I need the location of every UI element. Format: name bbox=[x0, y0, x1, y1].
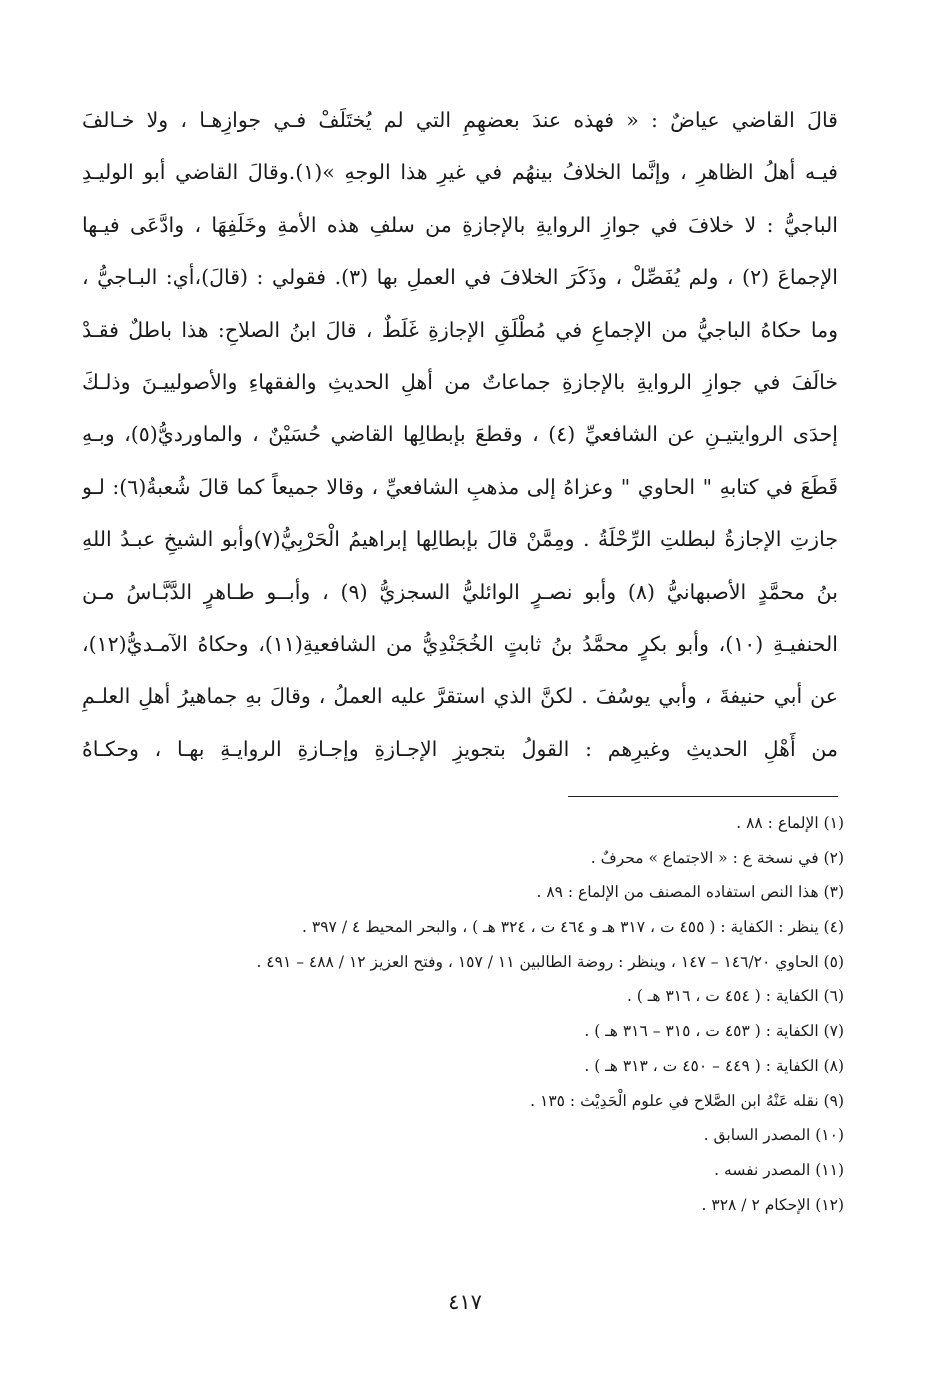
text-line-13: من أَهْلِ الحديثِ وغيرِهم : القولُ بتجويزِ الإجـازةِ وإجـازةِ الروايـةِ بهـا ، وحكـاهُ bbox=[82, 736, 838, 761]
main-text bbox=[82, 94, 838, 775]
text-line-3: الباجيُّ : لا خلافَ في جوازِ الروايةِ بالإجازةِ من سلفِ هذه الأمةِ وخَلَفِهَا ، وادَّعَى فيـها bbox=[82, 212, 838, 237]
text-line-9: جازتِ الإجازةُ لبطلتِ الرِّحْلَةُ . ومِمَّنْ قالَ بإبطالِها إبراهيمُ الْحَرْبِيُّ(٧)وأبو الشيخِ عبـدُ اللهِ bbox=[82, 527, 838, 552]
text-line-6: خالَفَ في جوازِ الروايةِ بالإجازةِ جماعاتٌ من أهلِ الحديثِ والفقهاءِ والأصولييـنَ وذلـكَ bbox=[82, 369, 838, 394]
text-line-4: الإجماعَ (٢) ، ولم يُفَصِّلْ ، وذَكَرَ الخلافَ في العملِ بها (٣). فقولي : (قالَ)،أي: البـاجيُّ ، bbox=[82, 265, 838, 290]
footnote-12: (١٢) الإحكام ٢ / ٣٢٨ . bbox=[701, 1195, 844, 1214]
footnote-1: (١) الإلماع : ٨٨ . bbox=[736, 814, 844, 832]
text-line-2: فيـه أهلُ الظاهرِ ، وإنَّما الخلافُ بينهُم في غيرِ هذا الوجهِ »(١).وقالَ القاضي أبو الوليـدِ bbox=[82, 160, 838, 185]
footnote-3: (٣) هذا النص استفاده المصنف من الإلماع : ٨٩ . bbox=[536, 883, 844, 902]
footnote-2: (٢) في نسخة ع : « الاجتماع » محرفٌ . bbox=[590, 848, 844, 867]
text-line-10: بنُ محمَّدٍ الأصبهانيُّ (٨) وأبو نصـرٍ الوائليُّ السجزيُّ (٩) ، وأبــو طـاهرٍ الدَّبَّـاسُ مـن bbox=[82, 579, 838, 604]
footnote-6: (٦) الكفاية : ( ٤٥٤ ت ، ٣١٦ هـ ) . bbox=[626, 987, 844, 1006]
footnote-separator bbox=[568, 796, 838, 797]
footnote-8: (٨) الكفاية : ( ٤٤٩ – ٤٥٠ ت ، ٣١٣ هـ ) . bbox=[584, 1056, 844, 1075]
text-line-8: قَطَعَ في كتابهِ " الحاوي " وعزاهُ إلى مذهبِ الشافعيِّ ، وقالا جميعاً كما قالَ شُعبةُ(٦): لـو bbox=[82, 474, 838, 499]
text-line-7: إحدَى الروايتيـنِ عن الشافعيِّ (٤) ، وقطعَ بإبطالِها القاضي حُسَيْنٌ ، والماورديُّ(٥)، وبـهِ bbox=[82, 422, 838, 447]
text-line-11: الحنفيـةِ (١٠)، وأبو بكرٍ محمَّدُ بنُ ثابتٍ الخُجَنْدِيُّ من الشافعيةِ(١١)، وحكاهُ الآمـديُّ(١٢)، bbox=[82, 631, 838, 656]
page-number: ٤١٧ bbox=[448, 1290, 482, 1314]
text-line-1: قالَ القاضي عياضٌ : « فهذه عندَ بعضهِمِ التي لم يُختَلَفْ فـي جوازِهـا ، ولا خـالفَ bbox=[82, 108, 838, 132]
footnote-4: (٤) ينظر : الكفاية : ( ٤٥٥ ت ، ٣١٧ هـ و ٤٦٤ ت ، ٣٢٤ هـ ) ، والبحر المحيط ٤ / ٣٩٧ . bbox=[302, 918, 844, 937]
footnote-5: (٥) الحاوي ١٤٦/٢٠ – ١٤٧ ، وينظر : روضة الطالبين ١١ / ١٥٧ ، وفتح العزيز ١٢ / ٤٨٨ – ٤٩١ . bbox=[256, 952, 844, 971]
footnote-11: (١١) المصدر نفسه . bbox=[714, 1160, 844, 1179]
text-line-5: وما حكاهُ الباجيُّ من الإجماعِ في مُطْلَقِ الإجازةِ غَلَطٌ ، قالَ ابنُ الصلاحِ: هذا باطلٌ فقـدْ bbox=[82, 317, 838, 342]
footnote-10: (١٠) المصدر السابق . bbox=[703, 1126, 844, 1145]
footnote-7: (٧) الكفاية : ( ٤٥٣ ت ، ٣١٥ – ٣١٦ هـ ) . bbox=[584, 1022, 844, 1041]
footnote-9: (٩) نقله عَنْهُ ابن الصَّلاح في علوم الْحَدِيْث : ١٣٥ . bbox=[530, 1091, 844, 1110]
footnotes bbox=[84, 806, 844, 1222]
text-line-12: عن أبي حنيفةَ ، وأبي يوسُفَ . لكنَّ الذي استقرَّ عليه العملُ ، وقالَ بهِ جماهيرُ أهلِ العلـمِ bbox=[82, 684, 838, 709]
